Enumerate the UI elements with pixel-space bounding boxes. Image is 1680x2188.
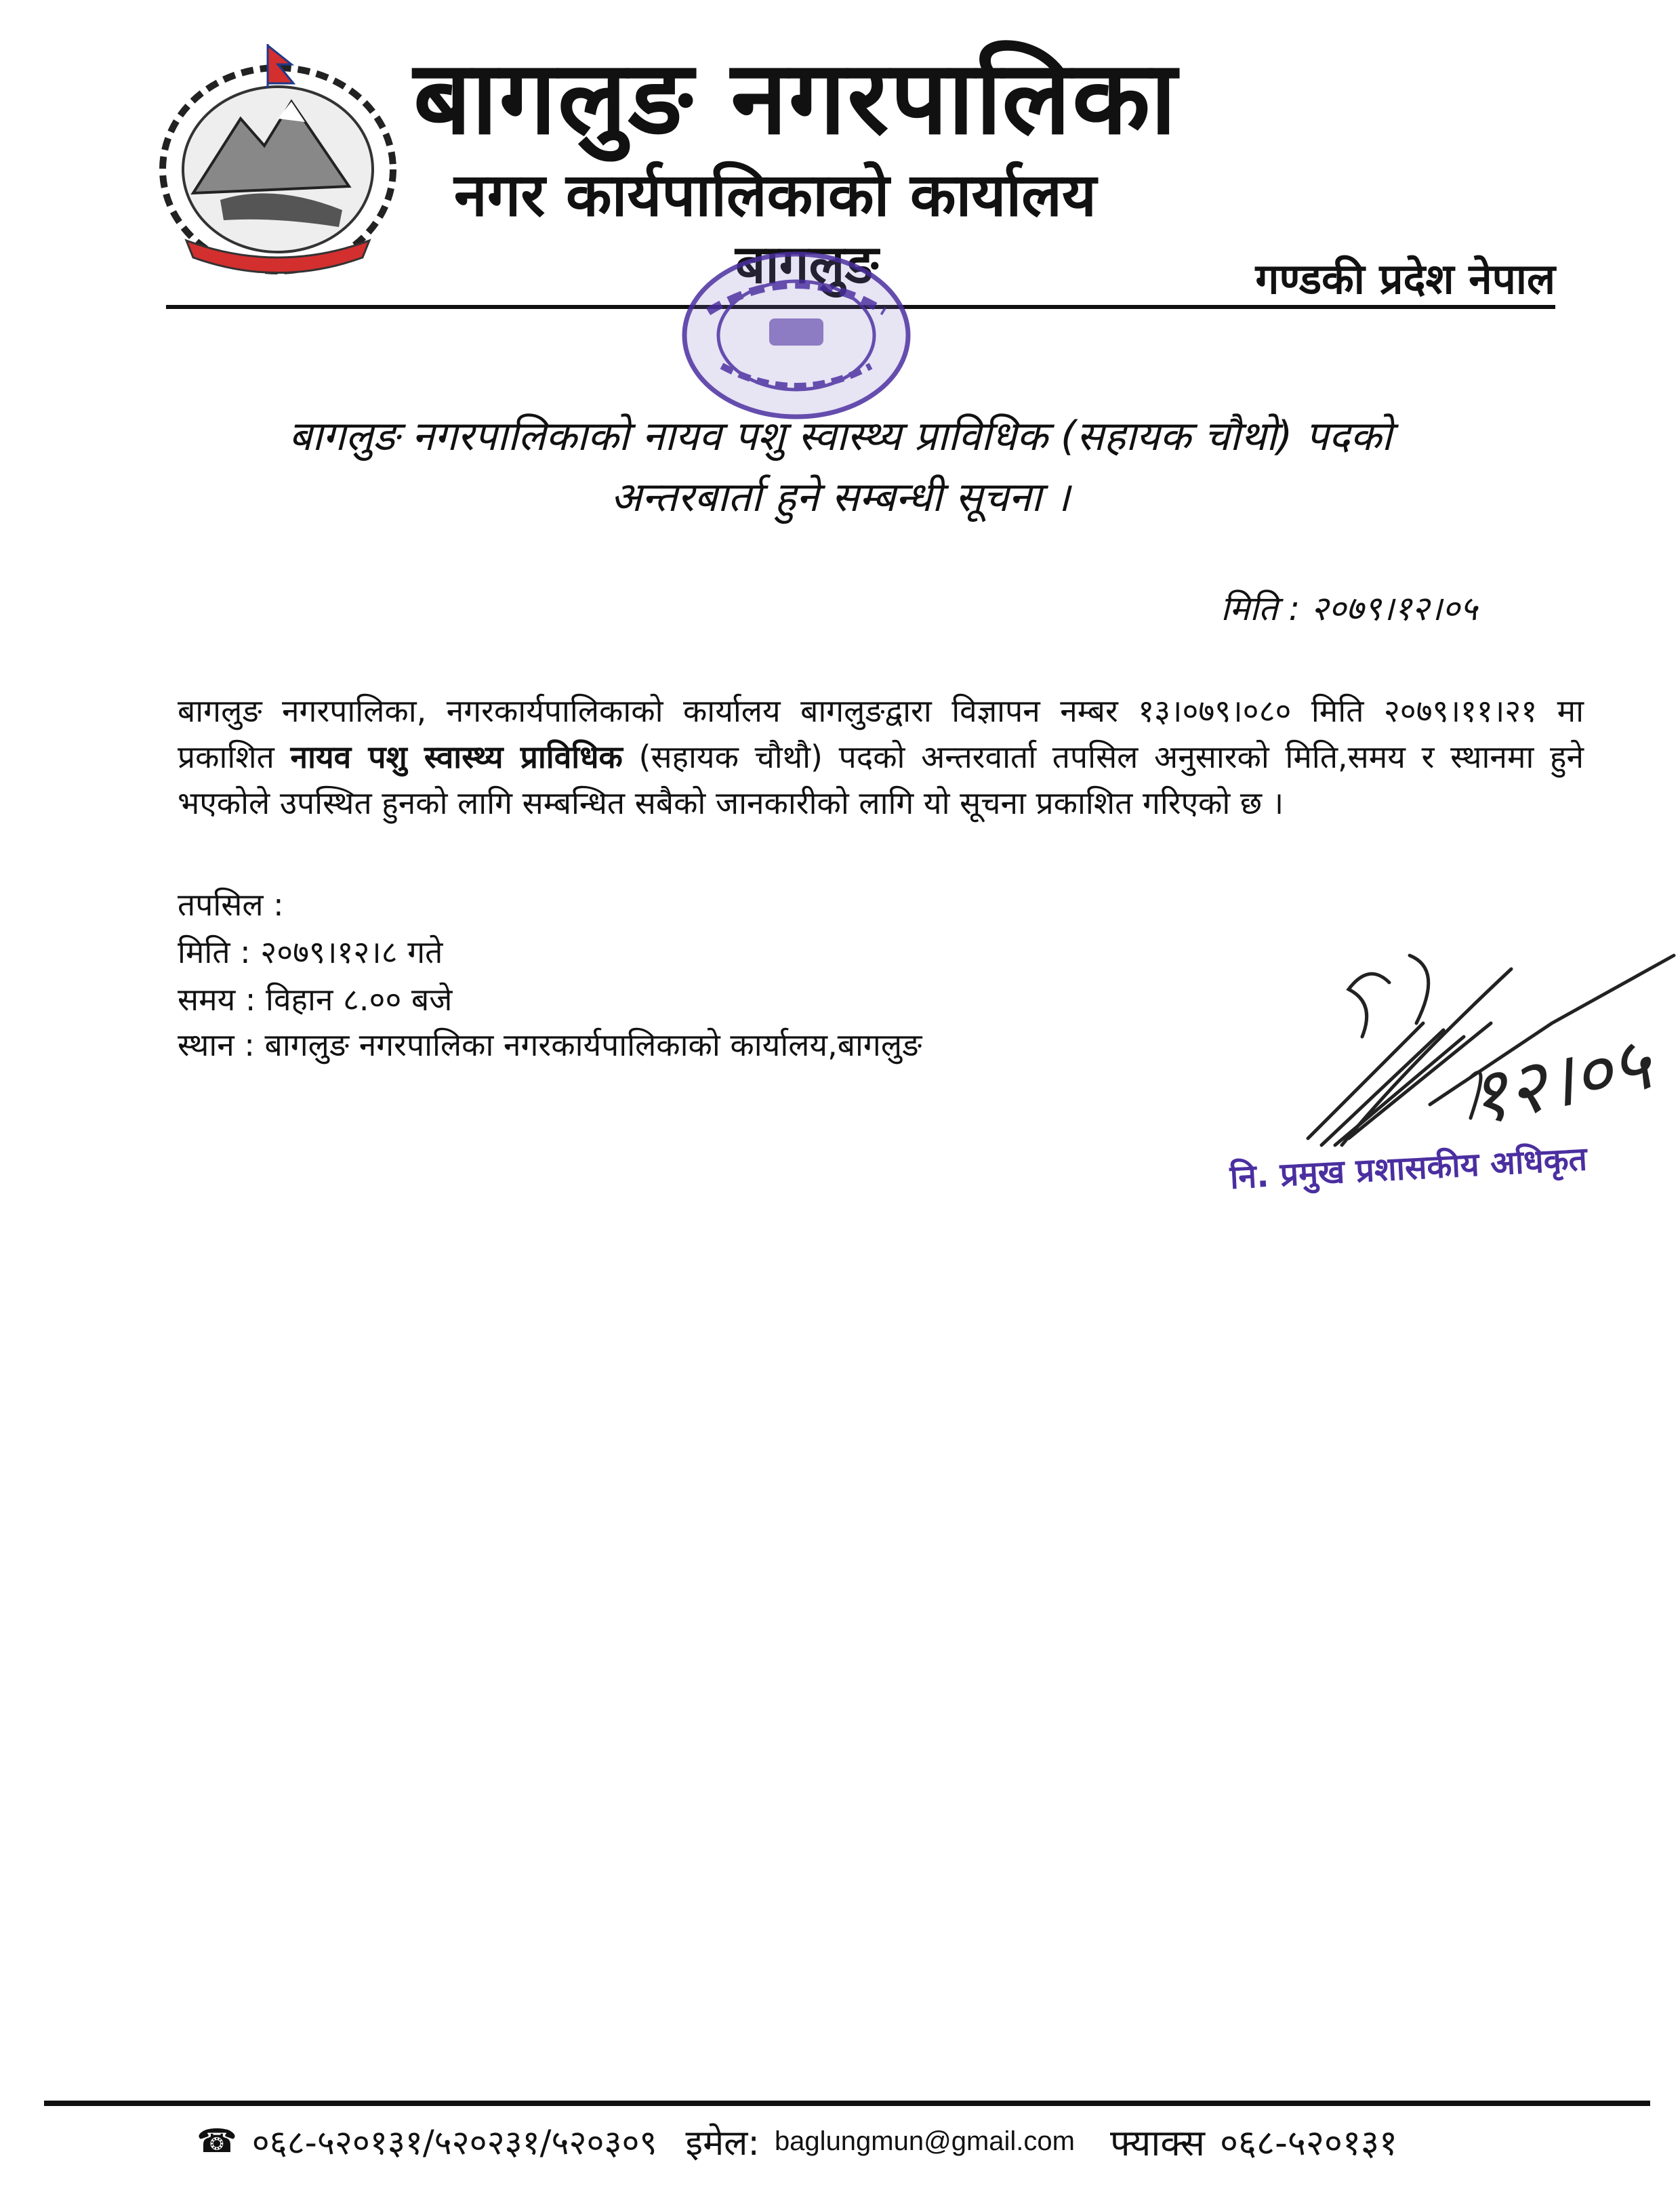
notice-body — [178, 688, 1584, 826]
fax-label: फ्याक्स — [1109, 2122, 1205, 2164]
office-place: बागलुङ — [735, 234, 879, 295]
body-text-post-name: नायव पशु स्वास्थ्य प्राविधिक — [290, 739, 623, 775]
interview-date: मिति : २०७९।१२।८ गते — [178, 934, 443, 970]
signature-date: १२।०५ — [1460, 1019, 1658, 1142]
signatory-title: नि. प्रमुख प्रशासकीय अधिकृत — [1229, 1140, 1589, 1197]
nepal-emblem-icon — [146, 37, 410, 281]
province-label: गण्डकी प्रदेश नेपाल — [1255, 254, 1555, 304]
office-seal-stamp — [668, 230, 918, 427]
details-heading: तपसिल : — [178, 886, 284, 923]
footer-divider — [44, 2101, 1650, 2106]
fax-number: ०६८-५२०१३१ — [1219, 2122, 1398, 2164]
notice-date — [1017, 584, 1477, 630]
email-address[interactable]: baglungmun@gmail.com — [774, 2126, 1075, 2156]
notice-title-continued: अन्तरबार्ता हुने सम्बन्धी सूचना । — [611, 474, 1070, 521]
date-label: मिति : — [1221, 589, 1300, 628]
org-name: बागलुङ नगरपालिका — [413, 39, 1179, 157]
telephone-icon: ☎ — [197, 2122, 237, 2160]
notice-title: बागलुङ नगरपालिकाको नायव पशु स्वास्थ्य प्राविधिक (सहायक चौथो) पदको — [289, 413, 1392, 460]
body-text-part1: बागलुङ नगरपालिका, नगरकार्यपालिकाको कार्यालय बागलुङद्वारा विज्ञापन नम्बर १३।०७९।०८० मिति २०७९।११।२१ मा प्रकाशित — [178, 693, 1584, 775]
office-name: नगर कार्यपालिकाको कार्यालय — [454, 160, 1097, 230]
date-value: २०७९।१२।०५ — [1311, 589, 1477, 628]
footer-contact — [197, 2114, 1552, 2168]
email-label: इमेल: — [685, 2122, 760, 2164]
interview-place: स्थान : बागलुङ नगरपालिका नगरकार्यपालिकाको कार्यालय,बागलुङ — [178, 1027, 922, 1063]
interview-time: समय : विहान ८.०० बजे — [178, 981, 453, 1018]
phone-numbers: ०६८-५२०१३१/५२०२३१/५२०३०९ — [251, 2123, 657, 2162]
body-text-part2: (सहायक चौथौ) पदको अन्तरवार्ता तपसिल अनुसारको मिति,समय र स्थानमा हुने भएकोले उपस्थित हुनको लागि सम्बन्धित सबैको जानकारीको लागि यो सूचना प्रकाशित गरिएको छ । — [178, 739, 1584, 821]
